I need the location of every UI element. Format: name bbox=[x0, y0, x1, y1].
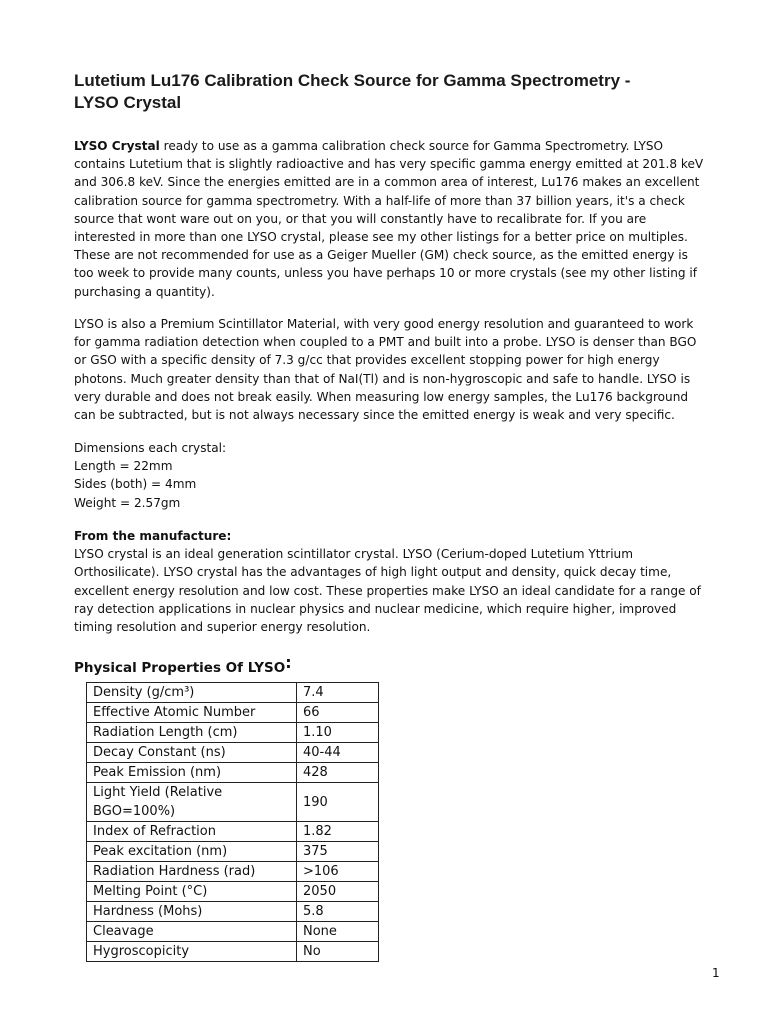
property-value: No bbox=[297, 942, 379, 962]
property-value: 2050 bbox=[297, 882, 379, 902]
property-name: Light Yield (Relative BGO=100%) bbox=[87, 783, 297, 822]
property-value: 66 bbox=[297, 703, 379, 723]
properties-heading-colon: : bbox=[285, 653, 292, 672]
intro-line bbox=[74, 137, 734, 155]
page-title bbox=[74, 70, 714, 114]
scintillator-line: photons. Much greater density than that of NaI(Tl) and is non-hygroscopic and safe to handle. LYSO is bbox=[74, 371, 691, 386]
properties-heading-text: Physical Properties Of LYSO bbox=[74, 660, 286, 676]
property-value: >106 bbox=[297, 862, 379, 882]
intro-line: and 306.8 keV. Since the energies emitted are in a common area of interest, Lu176 makes an excellent bbox=[74, 175, 700, 190]
title-line: LYSO Crystal bbox=[74, 93, 182, 112]
intro-line: interested in more than one LYSO crystal, please see my other listings for a better price on multiples. bbox=[74, 230, 688, 245]
intro-line: purchasing a quantity). bbox=[74, 284, 215, 299]
manufacture-line: ray detection applications in nuclear physics and nuclear medicine, which require higher, improved bbox=[74, 601, 677, 616]
manufacture-block bbox=[74, 527, 734, 636]
property-name: Peak excitation (nm) bbox=[87, 842, 297, 862]
property-value: 375 bbox=[297, 842, 379, 862]
intro-line: calibration source for gamma spectrometry. With a half-life of more than 37 billion years, it's a check bbox=[74, 193, 685, 208]
table-row bbox=[87, 942, 379, 962]
properties-heading bbox=[74, 653, 292, 678]
title-line: Lutetium Lu176 Calibration Check Source for Gamma Spectrometry - bbox=[74, 71, 631, 90]
intro-lead: LYSO Crystal bbox=[74, 139, 160, 153]
dimensions-block bbox=[74, 439, 734, 512]
property-name: Radiation Length (cm) bbox=[87, 723, 297, 743]
manufacture-line: timing resolution and superior energy resolution. bbox=[74, 620, 371, 635]
scintillator-line: very durable and does not break easily. When measuring low energy samples, the Lu176 background bbox=[74, 389, 689, 404]
intro-line: contains Lutetium that is slightly radioactive and has very specific gamma energy emitted at 201.8 keV bbox=[74, 157, 704, 172]
property-value: None bbox=[297, 922, 379, 942]
intro-paragraph bbox=[74, 137, 734, 301]
table-row bbox=[87, 862, 379, 882]
manufacture-line: LYSO crystal is an ideal generation scintillator crystal. LYSO (Cerium-doped Lutetium Yttrium bbox=[74, 547, 634, 562]
property-name: Cleavage bbox=[87, 922, 297, 942]
table-row bbox=[87, 743, 379, 763]
properties-table bbox=[86, 682, 379, 962]
intro-line: source that wont ware out on you, or that you will constantly have to recalibrate for. If you are bbox=[74, 211, 647, 226]
property-name: Hardness (Mohs) bbox=[87, 902, 297, 922]
table-row bbox=[87, 922, 379, 942]
manufacture-line: Orthosilicate). LYSO crystal has the advantages of high light output and density, quick decay time, bbox=[74, 565, 672, 580]
property-name: Radiation Hardness (rad) bbox=[87, 862, 297, 882]
property-name: Hygroscopicity bbox=[87, 942, 297, 962]
property-name: Decay Constant (ns) bbox=[87, 743, 297, 763]
intro-line: too week to provide many counts, unless you have perhaps 10 or more crystals (see my other listing if bbox=[74, 266, 698, 281]
dimensions-line: Dimensions each crystal: bbox=[74, 441, 227, 455]
table-row bbox=[87, 763, 379, 783]
manufacture-heading-text: From the manufacture: bbox=[74, 529, 232, 543]
table-row bbox=[87, 882, 379, 902]
manufacture-line: excellent energy resolution and low cost. These properties make LYSO an ideal candidate for a range of bbox=[74, 583, 701, 598]
table-row bbox=[87, 723, 379, 743]
property-name: Density (g/cm³) bbox=[87, 683, 297, 703]
property-value: 7.4 bbox=[297, 683, 379, 703]
property-name: Index of Refraction bbox=[87, 822, 297, 842]
table-row bbox=[87, 783, 379, 822]
property-value: 190 bbox=[297, 783, 379, 822]
property-value: 1.10 bbox=[297, 723, 379, 743]
property-value: 40-44 bbox=[297, 743, 379, 763]
property-value: 1.82 bbox=[297, 822, 379, 842]
intro-line-text: ready to use as a gamma calibration check source for Gamma Spectrometry. LYSO bbox=[159, 139, 664, 153]
page-number: 1 bbox=[712, 966, 720, 980]
dimensions-line: Weight = 2.57gm bbox=[74, 495, 181, 510]
dimensions-line: Length = 22mm bbox=[74, 459, 173, 474]
scintillator-line: for gamma radiation detection when coupled to a PMT and built into a probe. LYSO is denser than BGO bbox=[74, 335, 697, 350]
table-row bbox=[87, 703, 379, 723]
table-row bbox=[87, 902, 379, 922]
dimensions-line: Sides (both) = 4mm bbox=[74, 477, 197, 492]
property-name: Melting Point (°C) bbox=[87, 882, 297, 902]
property-name: Peak Emission (nm) bbox=[87, 763, 297, 783]
manufacture-heading bbox=[74, 527, 734, 545]
property-name: Effective Atomic Number bbox=[87, 703, 297, 723]
table-row bbox=[87, 822, 379, 842]
table-row bbox=[87, 683, 379, 703]
scintillator-line: or GSO with a specific density of 7.3 g/cc that provides excellent stopping power for high energy bbox=[74, 353, 660, 368]
property-value: 428 bbox=[297, 763, 379, 783]
intro-line: These are not recommended for use as a Geiger Mueller (GM) check source, as the emitted energy is bbox=[74, 248, 688, 263]
scintillator-line: can be subtracted, but is not always necessary since the emitted energy is weak and very specific. bbox=[74, 408, 675, 423]
scintillator-paragraph bbox=[74, 315, 734, 424]
table-row bbox=[87, 842, 379, 862]
scintillator-line: LYSO is also a Premium Scintillator Material, with very good energy resolution and guaranteed to work bbox=[74, 317, 694, 331]
property-value: 5.8 bbox=[297, 902, 379, 922]
